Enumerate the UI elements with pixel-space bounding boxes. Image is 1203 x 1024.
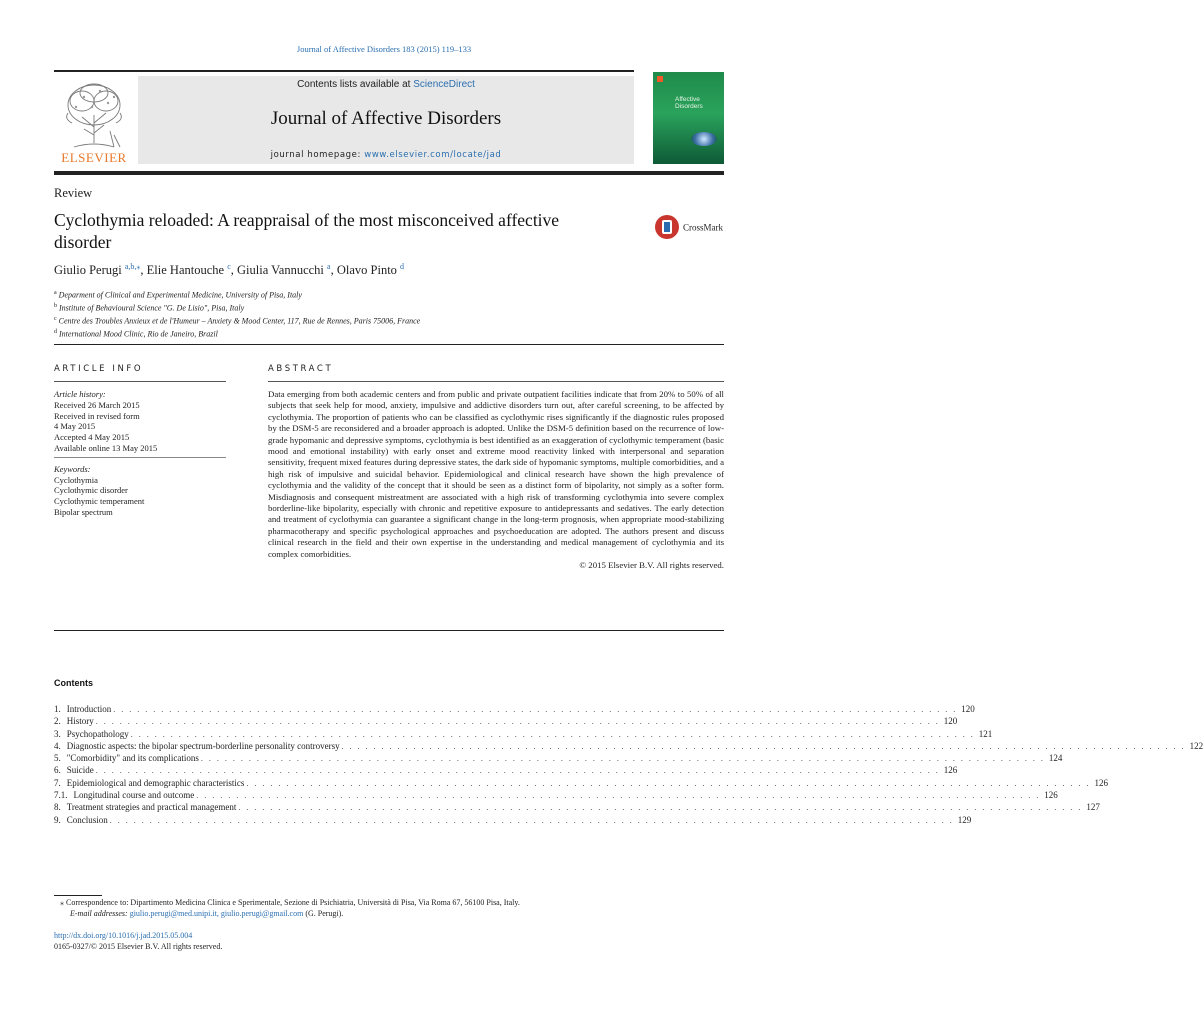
abstract-text: Data emerging from both academic centers and from public and private outpatient facilities indicate that from 20% to 50% of all subjects that seek help for mood, anxiety, impulsive and addictive disorders turn out, after careful screening, to be affected by cyclothymia. The proportion of patients who can be classified as cyclothymic rises significantly if the diagnostic rules proposed by the DSM-5 are reconsidered and a broader approach is adopted. Unlike the DSM-5 definition based on the recurrence of low-grade hypomanic and depressive symptoms, cyclothymia is best identified as an exaggeration of cyclothymic temperament (basic mood and emotional instability) with early onset and extreme mood reactivity linked with interpersonal and separation sensitivity, frequent mixed features during depressive states, the dark side of hypomanic symptoms, multiple comorbidities, and a high risk of impulsive and suicidal behavior. Epidemiological and clinical research have shown the high prevalence of cyclothymia and the validity of the concept that it should be seen as a distinct form of bipolarity, not simply as a softer form. Misdiagnosis and consequent mistreatment are associated with a high risk of transforming cyclothymia into severe complex borderline-like bipolarity, especially with chronic and repetitive exposure to antidepressants and sedatives. The early detection and treatment of cyclothymia can guarantee a significant change in the long-term prognosis, when appropriate mood-stabilizing pharmacotherapy and specific psychological approaches and psychoeducation are adopted. The authors present and discuss clinical research in the field and their own expertise in the understanding and medical management of cyclothymia and its complex comorbidities.: [268, 389, 724, 559]
toc-title[interactable]: Epidemiological and demographic characteristics: [66, 777, 245, 788]
toc-page[interactable]: 127: [1086, 802, 1100, 813]
issn-copyright: 0165-0327/© 2015 Elsevier B.V. All rights reserved.: [54, 941, 223, 951]
section-divider: [54, 344, 724, 345]
cover-eye-graphic: [691, 132, 717, 146]
journal-cover-image: [653, 72, 724, 164]
author-name[interactable]: Giulio Perugi: [54, 263, 122, 278]
toc-number: 1.: [54, 704, 61, 714]
journal-citation[interactable]: Journal of Affective Disorders 183 (2015) 119–133: [296, 44, 472, 54]
author-affiliation-ref[interactable]: a: [327, 262, 331, 271]
affiliations: [54, 288, 420, 339]
author-affiliation-ref[interactable]: d: [400, 262, 405, 271]
toc-leader: . . . . . . . . . . . . . . . . . . . . . . . . . . . . . . . . . . . . . . . . . . . . . . . . . . . . . . . . . . . . . . . . . . . . . . . . . . . . . . . . . . . . . . . . . . . . . . . . . . . . . . . . . .: [113, 705, 958, 714]
keywords-label: Keywords:: [54, 463, 91, 474]
toc-number: 6.: [54, 765, 61, 776]
toc-title[interactable]: Suicide: [66, 765, 94, 776]
correspondence-footnote: [54, 898, 724, 919]
toc-number: 7.: [54, 777, 61, 788]
contents-available-text: Contents lists available at: [297, 79, 414, 90]
toc-entry[interactable]: [54, 704, 975, 716]
toc-leader: . . . . . . . . . . . . . . . . . . . . . . . . . . . . . . . . . . . . . . . . . . . . . . . . . . . . . . . . . . . . . . . . . . . . . . . . . . . . . . . . . . . . . . . . . . . . . . . . . . . . . . . . . .: [95, 717, 940, 727]
sciencedirect-link[interactable]: ScienceDirect: [413, 79, 475, 90]
toc-leader: . . . . . . . . . . . . . . . . . . . . . . . . . . . . . . . . . . . . . . . . . . . . . . . . . . . . . . . . . . . . . . . . . . . . . . . . . . . . . . . . . . . . . . . . . . . . . . . . . . . . . . . . . .: [200, 754, 1045, 764]
cover-logo-mark: [657, 76, 663, 82]
abstract-rule: [268, 381, 724, 382]
contents-heading: Contents: [54, 678, 93, 688]
article-info-heading: ARTICLE INFO: [54, 364, 144, 374]
toc-page[interactable]: 129: [957, 814, 972, 825]
history-item: Received 26 March 2015: [54, 399, 140, 410]
contents-available: [138, 79, 634, 90]
toc-number: 4.: [54, 740, 61, 751]
toc-title[interactable]: Conclusion: [66, 814, 108, 825]
toc-page[interactable]: 124: [1048, 753, 1063, 764]
homepage-link[interactable]: www.elsevier.com/locate/jad: [364, 150, 502, 160]
toc-number: 9.: [54, 814, 61, 825]
table-of-contents: [54, 704, 1203, 827]
keywords-rule: [54, 457, 226, 458]
history-label: Article history:: [54, 389, 106, 399]
toc-title[interactable]: "Comorbidity" and its complications: [66, 753, 199, 764]
toc-entry[interactable]: [54, 765, 958, 777]
toc-title[interactable]: Treatment strategies and practical management: [66, 802, 237, 813]
journal-title: Journal of Affective Disorders: [270, 108, 502, 129]
toc-leader: . . . . . . . . . . . . . . . . . . . . . . . . . . . . . . . . . . . . . . . . . . . . . . . . . . . . . . . . . . . . . . . . . . . . . . . . . . . . . . . . . . . . . . . . . . . . . . . . . . . . . . . . . .: [130, 729, 975, 739]
footnote-rule: [54, 895, 102, 896]
toc-page[interactable]: 126: [943, 765, 958, 776]
article-title: Cyclothymia reloaded: A reappraisal of the most misconceived affective disorder: [54, 210, 560, 252]
email-label: E-mail addresses:: [70, 908, 128, 918]
author-affiliation-ref[interactable]: a,b,⁎: [124, 262, 141, 271]
toc-entry[interactable]: [54, 777, 1108, 790]
toc-number: 8.: [54, 802, 61, 813]
toc-page[interactable]: 122: [1189, 740, 1203, 751]
toc-entry[interactable]: [54, 740, 1203, 753]
toc-page[interactable]: 126: [1044, 790, 1058, 801]
toc-subentry[interactable]: [54, 790, 1058, 802]
toc-number: 5.: [54, 753, 61, 764]
section-divider: [54, 630, 724, 631]
author-name[interactable]: Elie Hantouche: [146, 263, 225, 278]
toc-entry[interactable]: [54, 728, 993, 741]
toc-leader: . . . . . . . . . . . . . . . . . . . . . . . . . . . . . . . . . . . . . . . . . . . . . . . . . . . . . . . . . . . . . . . . . . . . . . . . . . . . . . . . . . . . . . . . . . . . . . . . . . . . . . . . . .: [95, 766, 940, 776]
toc-title[interactable]: Diagnostic aspects: the bipolar spectrum-borderline personality controversy: [66, 740, 340, 751]
author-affiliation-ref[interactable]: c: [227, 262, 231, 271]
doi-link[interactable]: http://dx.doi.org/10.1016/j.jad.2015.05.004: [54, 931, 193, 940]
article-type: Review: [54, 186, 93, 200]
toc-title[interactable]: Longitudinal course and outcome: [73, 790, 195, 801]
abstract-body: [268, 389, 724, 572]
crossmark-badge[interactable]: [654, 213, 726, 241]
toc-entry[interactable]: [54, 753, 1063, 765]
toc-leader: . . . . . . . . . . . . . . . . . . . . . . . . . . . . . . . . . . . . . . . . . . . . . . . . . . . . . . . . . . . . . . . . . . . . . . . . . . . . . . . . . . . . . . . . . . . . . . . . . . . . . . . . . .: [196, 791, 1041, 801]
abstract-copyright: © 2015 Elsevier B.V. All rights reserved.: [579, 560, 724, 571]
keyword-item: Cyclothymia: [54, 474, 98, 485]
cover-title: Affective Disorders: [675, 96, 703, 110]
toc-title[interactable]: History: [66, 716, 94, 727]
keyword-item: Cyclothymic disorder: [54, 485, 128, 496]
history-item: Available online 13 May 2015: [54, 442, 158, 453]
keyword-item: Bipolar spectrum: [54, 506, 113, 517]
article-info: [54, 389, 226, 518]
toc-number: 7.1.: [54, 790, 68, 801]
affiliation-item: $^d$ International Mood Clinic, Rio de Janeiro, Brazil: [54, 328, 218, 339]
author-name[interactable]: Giulia Vannucchi: [237, 263, 324, 278]
header-top-rule: [54, 70, 634, 72]
homepage-label: journal homepage:: [270, 150, 365, 160]
header-bottom-rule: [54, 171, 724, 175]
toc-number: 3.: [54, 728, 61, 739]
toc-leader: . . . . . . . . . . . . . . . . . . . . . . . . . . . . . . . . . . . . . . . . . . . . . . . . . . . . . . . . . . . . . . . . . . . . . . . . . . . . . . . . . . . . . . . . . . . . . . . . . . . . . . . . . .: [341, 741, 1186, 751]
author-list: Giulio Perugi $^{a,b,⁎}$, Elie Hantouche $^c$, Giulia Vannucchi $^a$, Olavo Pinto $^d$: [54, 262, 405, 278]
toc-entry[interactable]: [54, 716, 958, 728]
toc-title[interactable]: Introduction: [66, 704, 112, 714]
elsevier-wordmark: ELSEVIER: [61, 150, 127, 165]
crossmark-label: CrossMark: [683, 222, 723, 233]
affiliation-item: $^c$ Centre des Troubles Anxieux et de l'Humeur – Anxiety & Mood Center, 117, Rue de Rennes, Paris 75006, France: [54, 315, 421, 326]
journal-homepage: [138, 150, 634, 160]
email-suffix: (G. Perugi).: [303, 908, 344, 918]
history-item: Received in revised form: [54, 410, 140, 421]
toc-number: 2.: [54, 716, 61, 727]
toc-leader: . . . . . . . . . . . . . . . . . . . . . . . . . . . . . . . . . . . . . . . . . . . . . . . . . . . . . . . . . . . . . . . . . . . . . . . . . . . . . . . . . . . . . . . . . . . . . . . . . . . . . . . . . .: [109, 815, 954, 825]
history-item: 4 May 2015: [54, 421, 96, 432]
toc-entry[interactable]: [54, 814, 972, 827]
history-item: Accepted 4 May 2015: [54, 432, 130, 443]
doi-block: [54, 931, 222, 952]
affiliation-item: $^b$ Institute of Behavioural Science "G. De Lisio", Pisa, Italy: [54, 302, 245, 313]
toc-page[interactable]: 120: [943, 716, 958, 727]
keyword-item: Cyclothymic temperament: [54, 496, 145, 507]
article-info-rule: [54, 381, 226, 382]
toc-page[interactable]: 121: [978, 728, 993, 739]
toc-page[interactable]: 126: [1094, 777, 1108, 788]
toc-title[interactable]: Psychopathology: [66, 728, 129, 739]
toc-leader: . . . . . . . . . . . . . . . . . . . . . . . . . . . . . . . . . . . . . . . . . . . . . . . . . . . . . . . . . . . . . . . . . . . . . . . . . . . . . . . . . . . . . . . . . . . . . . . . . . . . . . . . . .: [246, 778, 1091, 788]
affiliation-item: $^a$ Deparment of Clinical and Experimental Medicine, University of Pisa, Italy: [54, 290, 302, 300]
author-name[interactable]: Olavo Pinto: [336, 263, 397, 278]
toc-entry[interactable]: [54, 802, 1100, 814]
correspondence-text: ⁎ Correspondence to: Dipartimento Medicina Clinica e Sperimentale, Sezione di Psichiatria, Università di Pisa, Via Roma 67, 56100 Pisa, Italy.: [60, 898, 520, 907]
toc-page[interactable]: 120: [961, 704, 975, 714]
toc-leader: . . . . . . . . . . . . . . . . . . . . . . . . . . . . . . . . . . . . . . . . . . . . . . . . . . . . . . . . . . . . . . . . . . . . . . . . . . . . . . . . . . . . . . . . . . . . . . . . . . . . . . . . . .: [238, 803, 1083, 813]
abstract-heading: ABSTRACT: [268, 364, 334, 374]
email-links[interactable]: giulio.perugi@med.unipi.it, giulio.perugi@gmail.com: [129, 908, 304, 918]
